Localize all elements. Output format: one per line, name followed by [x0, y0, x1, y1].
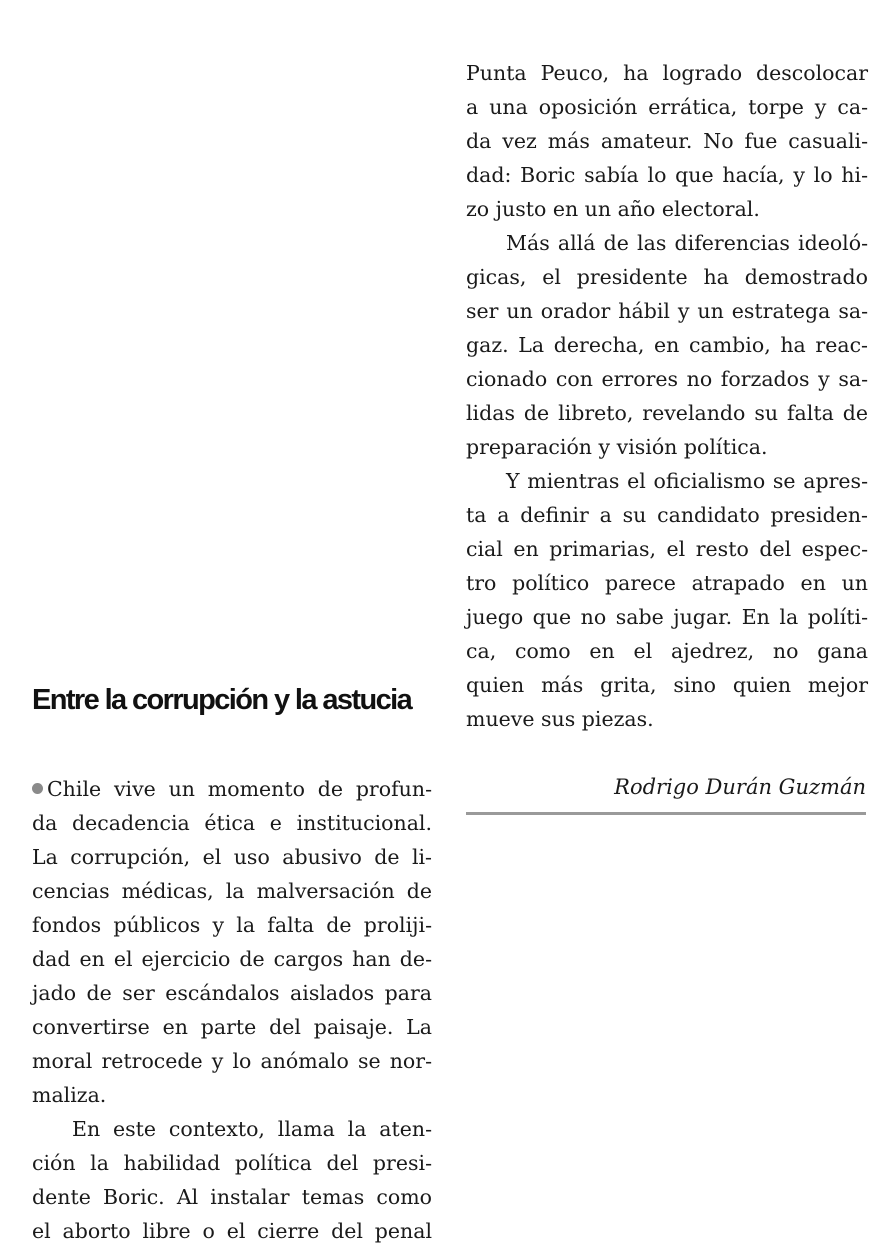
text-line: dente Boric. Al instalar temas como — [32, 1185, 432, 1209]
left-column — [32, 772, 432, 1248]
bullet-icon — [32, 783, 43, 794]
text-line: En este contexto, llama la aten- — [72, 1117, 432, 1141]
text-line: a una oposición errática, torpe y ca- — [466, 95, 868, 119]
text-line-content: Chile vive un momento de profun- — [47, 777, 432, 801]
paragraph-2-continued — [466, 56, 868, 226]
text-line: mueve sus piezas. — [466, 707, 654, 731]
text-line: zo justo en un año electoral. — [466, 197, 760, 221]
author-signature: Rodrigo Durán Guzmán — [614, 775, 866, 799]
text-line: juego que no sabe jugar. En la políti- — [466, 605, 868, 629]
text-line: da decadencia ética e institucional. — [32, 811, 432, 835]
text-line: Y mientras el oficialismo se apres- — [506, 469, 868, 493]
text-line: gaz. La derecha, en cambio, ha reac- — [466, 333, 868, 357]
text-line: ción la habilidad política del presi- — [32, 1151, 432, 1175]
text-line: Más allá de las diferencias ideoló- — [506, 231, 868, 255]
text-line: jado de ser escándalos aislados para — [32, 981, 432, 1005]
text-line: La corrupción, el uso abusivo de li- — [32, 845, 432, 869]
text-line: convertirse en parte del paisaje. La — [32, 1015, 432, 1039]
paragraph-2 — [32, 1112, 432, 1248]
text-line: dad en el ejercicio de cargos han de- — [32, 947, 432, 971]
text-line: dad: Boric sabía lo que hacía, y lo hi- — [466, 163, 868, 187]
text-line: ta a definir a su candidato presiden- — [466, 503, 868, 527]
text-line — [32, 772, 432, 806]
text-line: maliza. — [32, 1083, 107, 1107]
text-line: ser un orador hábil y un estratega sa- — [466, 299, 868, 323]
text-line: Punta Peuco, ha logrado descolocar — [466, 61, 868, 85]
paragraph-3 — [466, 226, 868, 464]
text-line: el aborto libre o el cierre del penal — [32, 1219, 432, 1243]
text-line: quien más grita, sino quien mejor — [466, 673, 868, 697]
text-line: moral retrocede y lo anómalo se nor- — [32, 1049, 432, 1073]
letter-headline: Entre la corrupción y la astucia — [32, 684, 412, 716]
text-line: da vez más amateur. No fue casuali- — [466, 129, 868, 153]
section-divider — [466, 812, 866, 815]
text-line: fondos públicos y la falta de proliji- — [32, 913, 432, 937]
right-column — [466, 56, 868, 736]
text-line: lidas de libreto, revelando su falta de — [466, 401, 868, 425]
text-line: tro político parece atrapado en un — [466, 571, 868, 595]
text-line: cionado con errores no forzados y sa- — [466, 367, 868, 391]
text-line: preparación y visión política. — [466, 435, 768, 459]
paragraph-1 — [32, 772, 432, 1112]
text-line: cencias médicas, la malversación de — [32, 879, 432, 903]
text-line: gicas, el presidente ha demostrado — [466, 265, 868, 289]
text-line: cial en primarias, el resto del espec- — [466, 537, 868, 561]
text-line: ca, como en el ajedrez, no gana — [466, 639, 868, 663]
paragraph-4 — [466, 464, 868, 736]
